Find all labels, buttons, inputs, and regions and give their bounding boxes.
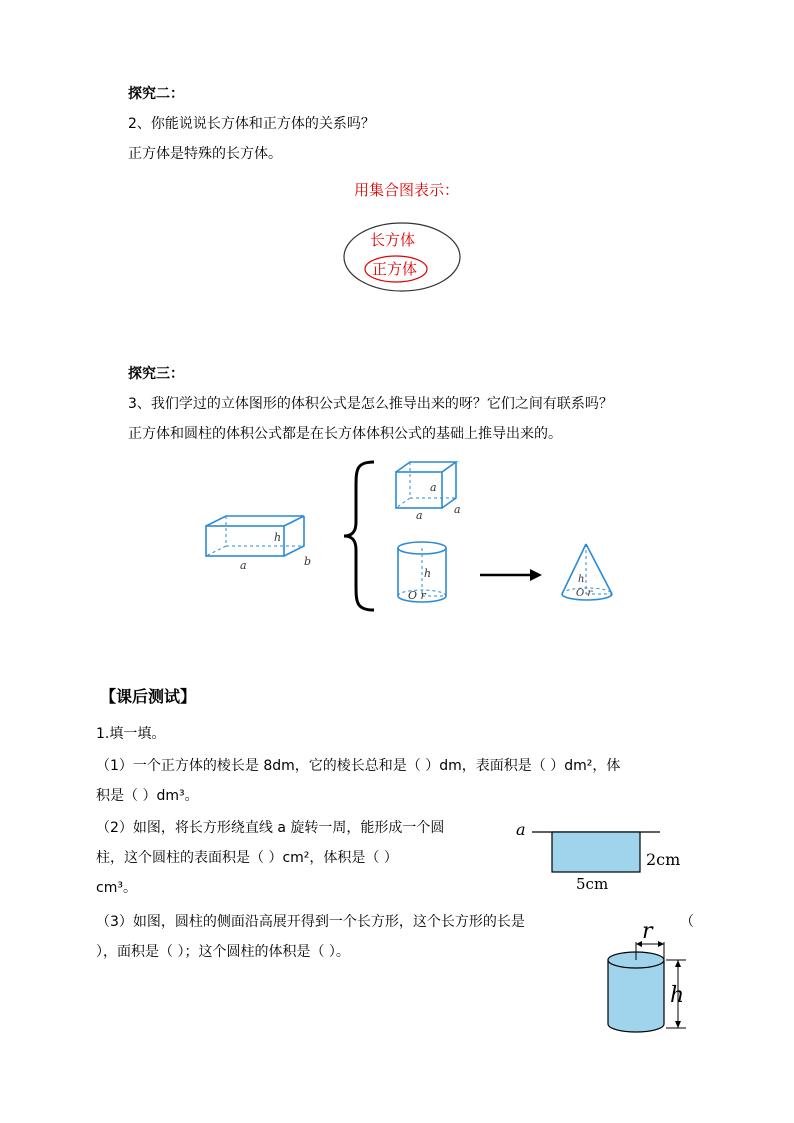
cylinder-r-label: O r <box>408 589 426 602</box>
cyl-h-label: h <box>670 983 685 1008</box>
section3-answer: 正方体和圆柱的体积公式都是在长方体体积公式的基础上推导出来的。 <box>128 426 562 442</box>
q1-title: 1.填一填。 <box>96 726 166 742</box>
cuboid-b-label: b <box>304 555 312 568</box>
q1-2-line1: （2）如图，将长方形绕直线 a 旋转一周，能形成一个圆 <box>96 820 445 836</box>
cylinder-h-label: h <box>424 567 432 580</box>
section2-heading: 探究二： <box>128 86 184 102</box>
cone-r-label: O r <box>576 588 593 599</box>
cyl-r-label: r <box>642 919 653 944</box>
q1-2-line2: 柱，这个圆柱的表面积是（ ）cm²，体积是（ ） <box>96 850 398 866</box>
q1-3-paren: （ <box>680 914 694 930</box>
q1-2-line3: cm³。 <box>96 880 137 896</box>
cube-figure <box>390 458 470 522</box>
venn-caption: 用集合图表示： <box>354 181 460 199</box>
test-title: 【课后测试】 <box>100 687 197 706</box>
q1-1-line1: （1）一个正方体的棱长是 8dm，它的棱长总和是（ ）dm，表面积是（ ）dm²，体 <box>96 758 621 774</box>
cuboid-a-label: a <box>240 559 247 572</box>
cylinder-figure <box>394 538 452 608</box>
rect-height-label: 2cm <box>646 850 681 869</box>
rectangle-rotation-figure <box>512 820 692 900</box>
venn-outer-label: 长方体 <box>370 231 416 249</box>
cone-figure <box>556 540 620 610</box>
cuboid-h-label: h <box>274 531 282 544</box>
brace-icon <box>340 460 380 612</box>
cylinder-rh-figure <box>600 920 700 1040</box>
q1-3-line1: （3）如图，圆柱的侧面沿高展开得到一个长方形，这个长方形的长是 <box>96 914 525 930</box>
venn-diagram <box>343 222 461 292</box>
q1-1-line2: 积是（ ）dm³。 <box>96 788 199 804</box>
section2-question: 2、你能说说长方体和正方体的关系吗？ <box>128 116 375 132</box>
arrow-right-icon <box>480 568 544 582</box>
axis-a-label: a <box>516 820 526 839</box>
section2-answer: 正方体是特殊的长方体。 <box>128 146 282 162</box>
cube-a-label-1: a <box>430 481 437 494</box>
cuboid-figure <box>200 512 320 574</box>
cone-h-label: h <box>578 574 585 585</box>
cube-a-label-2: a <box>416 509 423 522</box>
q1-3-line2: ），面积是（ ）；这个圆柱的体积是（ ）。 <box>96 944 350 960</box>
section3-question: 3、我们学过的立体图形的体积公式是怎么推导出来的呀？它们之间有联系吗？ <box>128 396 613 412</box>
section3-heading: 探究三： <box>128 366 184 382</box>
cube-a-label-3: a <box>454 503 461 516</box>
venn-inner-label: 正方体 <box>372 260 418 278</box>
rect-width-label: 5cm <box>576 875 609 893</box>
